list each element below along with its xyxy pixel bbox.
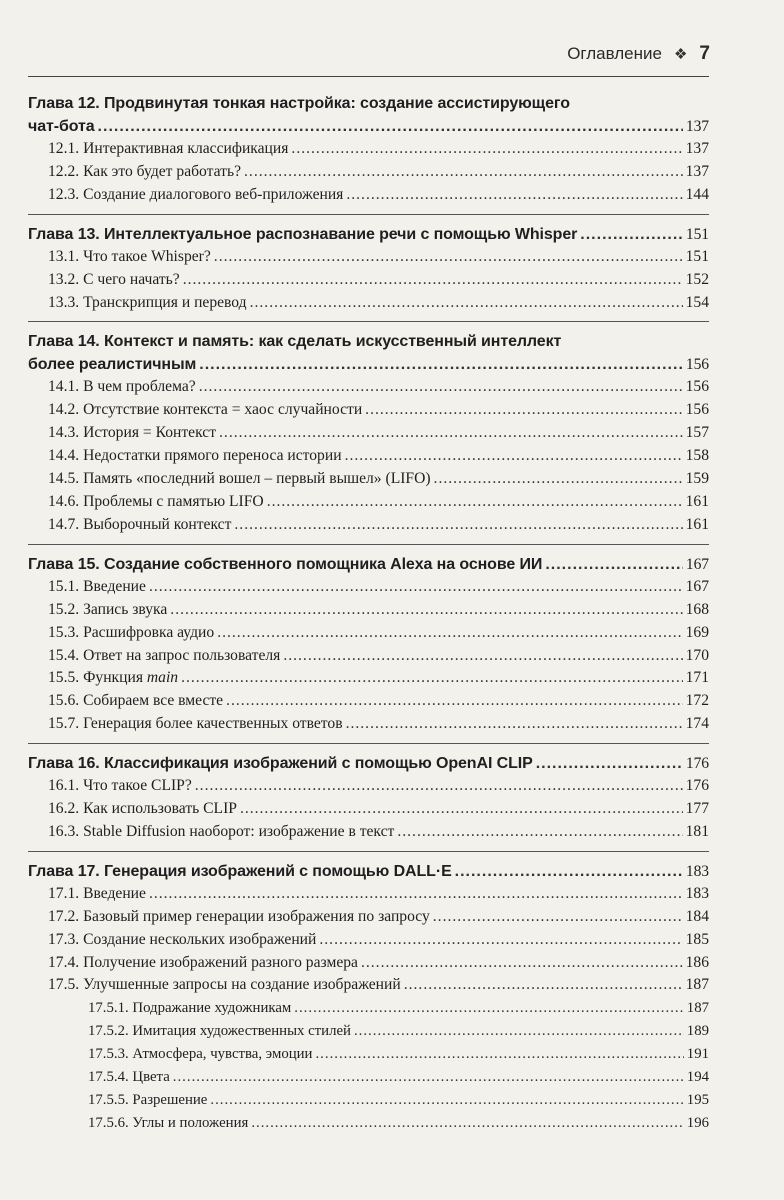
toc-entry-13-2[interactable] — [28, 269, 709, 292]
page-number: 144 — [685, 185, 709, 203]
page-number: 161 — [685, 492, 709, 510]
toc-entry-17-4[interactable] — [28, 952, 709, 975]
section-title: 17.4. Получение изображений разного размера — [48, 953, 358, 971]
dot-leader — [183, 269, 683, 292]
chapter-title-line: чат-бота — [28, 118, 95, 135]
page-number: 159 — [685, 470, 709, 488]
page-number: 151 — [685, 247, 709, 265]
dot-leader — [365, 399, 682, 422]
page-number: 154 — [685, 293, 709, 311]
page-number: 169 — [685, 623, 709, 641]
toc-entry-13-3[interactable] — [28, 292, 709, 315]
toc-entry-15-5[interactable] — [28, 667, 709, 690]
page-number: 156 — [685, 356, 709, 374]
section-title: 17.3. Создание нескольких изображений — [48, 930, 317, 948]
subsection-title: 17.5.4. Цвета — [88, 1069, 170, 1086]
dot-leader — [361, 952, 683, 975]
section-title: 12.1. Интерактивная классификация — [48, 140, 289, 157]
dot-leader — [149, 576, 683, 599]
table-of-contents — [28, 92, 709, 1142]
chapter-12 — [28, 92, 709, 207]
toc-entry-14-3[interactable] — [28, 422, 709, 445]
subsection-title: 17.5.1. Подражание художникам — [88, 1000, 292, 1017]
chapter-title: Глава 15. Создание собственного помощника Alexa на основе ИИ — [28, 555, 543, 573]
page-number: 156 — [685, 378, 709, 396]
chapter-16 — [28, 743, 709, 844]
page-number: 151 — [685, 225, 709, 243]
header-rule — [28, 76, 709, 77]
section-title: 13.1. Что такое Whisper? — [48, 247, 211, 265]
section-title: 14.3. История = Контекст — [48, 424, 217, 442]
toc-entry-17-5-2[interactable] — [28, 1020, 709, 1043]
toc-entry-15-2[interactable] — [28, 599, 709, 622]
toc-entry-chapter-13[interactable] — [28, 223, 709, 246]
toc-entry-16-1[interactable] — [28, 775, 709, 798]
dot-leader — [346, 713, 683, 736]
page-number: 167 — [685, 577, 709, 595]
dot-leader — [214, 246, 683, 269]
dot-leader — [545, 553, 683, 576]
subsection-title: 17.5.2. Имитация художественных стилей — [88, 1023, 351, 1040]
subsection-title: 17.5.5. Разрешение — [88, 1092, 208, 1108]
dot-leader — [170, 599, 682, 622]
page-number: 152 — [685, 270, 709, 288]
page-number: 168 — [685, 600, 709, 618]
toc-entry-16-3[interactable] — [28, 821, 709, 844]
toc-entry-15-7[interactable] — [28, 713, 709, 736]
section-title-italic: main — [146, 669, 179, 687]
dot-leader — [173, 1066, 684, 1089]
dot-leader — [219, 422, 683, 445]
header-title: Оглавление — [567, 44, 662, 63]
dot-leader — [149, 883, 683, 906]
chapter-15 — [28, 544, 709, 736]
subsection-title: 17.5.6. Углы и положения — [88, 1114, 249, 1131]
toc-entry-17-5[interactable] — [28, 974, 709, 997]
section-title: 15.4. Ответ на запрос пользователя — [48, 646, 281, 664]
page-number: 176 — [685, 755, 709, 773]
page-number: 172 — [685, 692, 709, 710]
page-number: 187 — [686, 1000, 709, 1017]
section-title: 17.2. Базовый пример генерации изображения по запросу — [48, 907, 430, 925]
toc-entry-14-7[interactable] — [28, 514, 709, 537]
dot-leader — [346, 184, 682, 207]
page-number: 189 — [686, 1023, 709, 1040]
toc-entry-chapter-17[interactable] — [28, 860, 709, 883]
page-number: 137 — [685, 162, 709, 180]
section-title: 14.6. Проблемы с памятью LIFO — [48, 492, 264, 510]
dot-leader — [404, 974, 683, 997]
toc-entry-15-3[interactable] — [28, 622, 709, 645]
dot-leader — [244, 161, 683, 184]
dot-leader — [319, 929, 682, 952]
chapter-14 — [28, 321, 709, 536]
page-number: 171 — [685, 669, 709, 687]
page-number: 174 — [685, 715, 709, 733]
page-number: 191 — [686, 1046, 709, 1063]
dot-leader — [580, 223, 683, 246]
toc-entry-17-5-5[interactable] — [28, 1089, 709, 1112]
page-number: 187 — [685, 976, 709, 994]
page-number: 156 — [685, 401, 709, 419]
page-number: 157 — [685, 424, 709, 442]
subsection-title: 17.5.3. Атмосфера, чувства, эмоции — [88, 1046, 313, 1063]
toc-entry-chapter-12[interactable] — [28, 115, 709, 138]
dot-leader — [217, 622, 682, 645]
toc-entry-15-6[interactable] — [28, 690, 709, 713]
page-number: 196 — [686, 1114, 709, 1131]
chapter-title: Глава 13. Интеллектуальное распознавание речи с помощью Whisper — [28, 225, 578, 243]
dot-leader — [283, 645, 682, 668]
page-number: 183 — [685, 862, 709, 880]
toc-entry-17-1[interactable] — [28, 883, 709, 906]
dot-leader — [433, 906, 683, 929]
chapter-title-line: Глава 12. Продвинутая тонкая настройка: создание ассистирующего — [28, 95, 570, 112]
dot-leader — [354, 1020, 684, 1043]
page-number: 158 — [685, 447, 709, 465]
ornament-icon: ❖ — [673, 46, 688, 63]
section-title: 14.1. В чем проблема? — [48, 378, 196, 396]
section-title: 16.1. Что такое CLIP? — [48, 777, 192, 795]
section-title: 17.1. Введение — [48, 884, 146, 902]
toc-entry-16-2[interactable] — [28, 798, 709, 821]
dot-leader — [536, 752, 683, 775]
page-number: 177 — [685, 800, 709, 818]
toc-entry-17-5-4[interactable] — [28, 1066, 709, 1089]
dot-leader — [397, 821, 682, 844]
section-title: 12.2. Как это будет работать? — [48, 162, 242, 180]
toc-entry-14-1[interactable] — [28, 376, 709, 399]
header-page-number: 7 — [699, 43, 710, 64]
dot-leader — [291, 138, 682, 161]
toc-entry-15-4[interactable] — [28, 645, 709, 668]
toc-entry-14-5[interactable] — [28, 468, 709, 491]
page-number: 161 — [685, 515, 709, 533]
section-title: 15.2. Запись звука — [48, 600, 168, 618]
toc-entry-15-1[interactable] — [28, 576, 709, 599]
section-title: 14.4. Недостатки прямого переноса истории — [48, 447, 342, 465]
chapter-title: Глава 17. Генерация изображений с помощью DALL·E — [28, 862, 452, 880]
dot-leader — [434, 468, 683, 491]
dot-leader — [250, 292, 683, 315]
dot-leader — [199, 376, 683, 399]
section-title: 14.5. Память «последний вошел – первый вышел» (LIFO) — [48, 470, 431, 488]
toc-entry-17-2[interactable] — [28, 906, 709, 929]
page-number: 137 — [685, 140, 709, 157]
toc-entry-14-4[interactable] — [28, 445, 709, 468]
toc-entry-chapter-15[interactable] — [28, 553, 709, 576]
page-number: 185 — [685, 930, 709, 948]
page-number: 176 — [685, 777, 709, 795]
section-title-prefix: 15.5. Функция — [48, 669, 147, 687]
toc-entry-17-5-3[interactable] — [28, 1043, 709, 1066]
dot-leader — [455, 860, 683, 883]
chapter-17 — [28, 851, 709, 1135]
toc-entry-17-3[interactable] — [28, 929, 709, 952]
section-title: 14.7. Выборочный контекст — [48, 515, 232, 533]
toc-entry-12-3[interactable] — [28, 184, 709, 207]
toc-entry-12-1[interactable] — [28, 138, 709, 161]
section-title: 17.5. Улучшенные запросы на создание изображений — [48, 976, 401, 994]
section-title: 15.6. Собираем все вместе — [48, 692, 224, 710]
chapter-13 — [28, 214, 709, 315]
page-number: 195 — [686, 1092, 709, 1108]
toc-entry-12-2[interactable] — [28, 161, 709, 184]
dot-leader — [181, 667, 683, 690]
toc-entry-chapter-16[interactable] — [28, 752, 709, 775]
dot-leader — [226, 690, 683, 713]
dot-leader — [195, 775, 683, 798]
chapter-title: Глава 16. Классификация изображений с помощью OpenAI CLIP — [28, 755, 533, 773]
page-number: 181 — [685, 822, 709, 840]
toc-entry-13-1[interactable] — [28, 246, 709, 269]
chapter-title-line: более реалистичным — [28, 356, 197, 374]
running-header — [567, 43, 710, 65]
page-number: 167 — [685, 555, 709, 573]
dot-leader — [251, 1112, 683, 1135]
chapter-title-line: Глава 14. Контекст и память: как сделать искусственный интеллект — [28, 333, 562, 351]
dot-leader — [234, 514, 682, 537]
dot-leader — [240, 798, 683, 821]
toc-entry-14-6[interactable] — [28, 491, 709, 514]
section-title — [48, 667, 178, 690]
toc-entry-14-2[interactable] — [28, 399, 709, 422]
page-number: 184 — [685, 907, 709, 925]
section-title: 15.3. Расшифровка аудио — [48, 623, 215, 641]
section-title: 13.2. С чего начать? — [48, 270, 180, 288]
dot-leader — [199, 353, 683, 376]
page-number: 137 — [685, 118, 709, 135]
section-title: 16.2. Как использовать CLIP — [48, 800, 237, 818]
toc-entry-17-5-6[interactable] — [28, 1112, 709, 1135]
toc-entry-17-5-1[interactable] — [28, 997, 709, 1020]
section-title: 15.1. Введение — [48, 577, 146, 595]
section-title: 15.7. Генерация более качественных ответов — [48, 715, 343, 733]
toc-entry-chapter-14[interactable] — [28, 353, 709, 376]
dot-leader — [315, 1043, 683, 1066]
page-number: 170 — [685, 646, 709, 664]
section-title: 14.2. Отсутствие контекста = хаос случайности — [48, 401, 363, 419]
section-title: 16.3. Stable Diffusion наоборот: изображение в текст — [48, 822, 395, 840]
page-number: 194 — [686, 1069, 709, 1086]
dot-leader — [98, 115, 683, 138]
dot-leader — [294, 997, 684, 1020]
section-title: 12.3. Создание диалогового веб-приложения — [48, 185, 344, 203]
dot-leader — [345, 445, 683, 468]
section-title: 13.3. Транскрипция и перевод — [48, 293, 247, 311]
dot-leader — [210, 1089, 683, 1112]
page-number: 183 — [685, 884, 709, 902]
dot-leader — [267, 491, 683, 514]
page-number: 186 — [685, 953, 709, 971]
